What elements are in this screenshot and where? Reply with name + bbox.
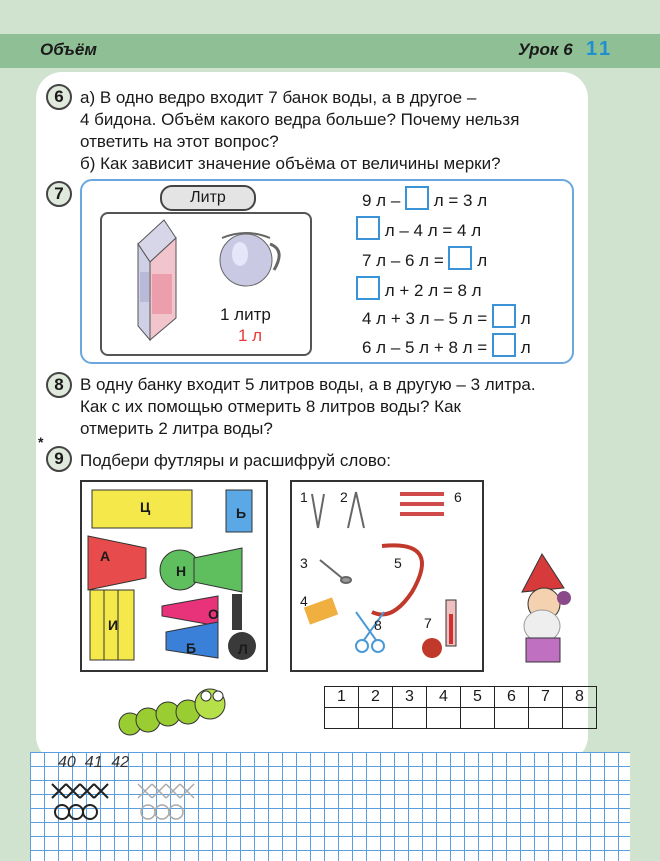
answer-header-cell: 8 xyxy=(563,687,597,708)
piece-letter-o: О xyxy=(208,606,219,622)
tweezers-icon xyxy=(312,494,324,528)
answer-header-cell: 6 xyxy=(495,687,529,708)
milk-carton-and-jug-illustration xyxy=(104,214,304,350)
litre-label: Литр xyxy=(160,185,256,211)
equation-2-post: л – 4 л = 4 л xyxy=(384,221,482,240)
answer-input-cell[interactable] xyxy=(529,708,563,729)
equation-6-pre: 6 л – 5 л + 8 л = xyxy=(362,338,488,357)
tools-drawing xyxy=(292,482,480,668)
answer-box[interactable] xyxy=(448,246,472,270)
jug-icon xyxy=(220,233,279,286)
equation-4-post: л + 2 л = 8 л xyxy=(384,281,482,300)
piece-letter-b: Б xyxy=(186,640,197,656)
item-number-7: 7 xyxy=(424,615,432,631)
pills-icon xyxy=(304,597,338,624)
task-8-line-3: отмерить 2 литра воды? xyxy=(80,419,273,438)
equation-5-post: л xyxy=(520,309,531,328)
caterpillar-illustration xyxy=(118,682,238,746)
task-8-line-2: Как с их помощью отмерить 8 литров воды? Как xyxy=(80,397,461,416)
task-9-star: * xyxy=(38,434,44,450)
answer-input-cell[interactable] xyxy=(359,708,393,729)
item-number-2: 2 xyxy=(340,489,348,505)
piece-letter-l: Л xyxy=(238,641,248,657)
equation-5-pre: 4 л + 3 л – 5 л = xyxy=(362,309,488,328)
answer-header-cell: 4 xyxy=(427,687,461,708)
answer-input-cell[interactable] xyxy=(427,708,461,729)
task-6-line-b: б) Как зависит значение объёма от величины мерки? xyxy=(80,154,501,173)
answer-box[interactable] xyxy=(356,276,380,300)
equation-1-pre: 9 л – xyxy=(362,191,401,210)
item-number-8: 8 xyxy=(374,617,382,633)
answer-header-cell: 2 xyxy=(359,687,393,708)
equation-2 xyxy=(356,216,481,242)
answer-grid xyxy=(324,686,597,729)
syringe-icon xyxy=(400,492,444,516)
item-number-4: 4 xyxy=(300,593,308,609)
piece-letter-soft-sign: Ь xyxy=(236,505,247,521)
answer-header-cell: 7 xyxy=(529,687,563,708)
gnome-illustration xyxy=(502,548,598,672)
task-8-number: 8 xyxy=(46,372,72,398)
equation-3-pre: 7 л – 6 л = xyxy=(362,251,444,270)
item-number-6: 6 xyxy=(454,489,462,505)
spoon-icon xyxy=(320,560,351,583)
task-7-number: 7 xyxy=(46,181,72,207)
copybook-pattern xyxy=(48,778,208,830)
piece-letter-ts: Ц xyxy=(140,499,151,515)
task-6-line-1: а) В одно ведро входит 7 банок воды, а в другое – xyxy=(80,88,477,107)
equation-4 xyxy=(356,276,482,302)
page-number: 11 xyxy=(586,38,614,60)
answer-box[interactable] xyxy=(492,304,516,328)
equation-3-post: л xyxy=(477,251,488,270)
answer-box[interactable] xyxy=(405,186,429,210)
equation-6-post: л xyxy=(520,338,531,357)
task-6-line-3: ответить на этот вопрос? xyxy=(80,132,279,151)
task-8-line-1: В одну банку входит 5 литров воды, а в другую – 3 литра. xyxy=(80,375,536,394)
equation-6 xyxy=(362,333,531,359)
answer-input-cell[interactable] xyxy=(563,708,597,729)
equation-5 xyxy=(362,304,531,330)
copybook-numbers: 40 41 42 xyxy=(58,754,130,771)
one-litre-text: 1 литр xyxy=(220,305,271,324)
item-number-5: 5 xyxy=(394,555,402,571)
task-6-number: 6 xyxy=(46,84,72,110)
lesson-title: Урок 6 xyxy=(518,40,573,59)
answer-header-cell: 5 xyxy=(461,687,495,708)
equation-1 xyxy=(362,186,487,212)
answer-header-cell: 3 xyxy=(393,687,427,708)
piece-letter-a: А xyxy=(100,548,111,564)
piece-letter-i: И xyxy=(108,617,119,633)
answer-box[interactable] xyxy=(356,216,380,240)
piece-letter-n: Н xyxy=(176,563,187,579)
answer-input-cell[interactable] xyxy=(461,708,495,729)
task-6-line-2: 4 бидона. Объём какого ведра больше? Почему нельзя xyxy=(80,110,520,129)
equation-3 xyxy=(362,246,487,272)
equation-1-post: л = 3 л xyxy=(433,191,488,210)
milk-carton-icon xyxy=(138,220,176,340)
item-number-1: 1 xyxy=(300,489,308,505)
answer-input-cell[interactable] xyxy=(495,708,529,729)
task-9-number: 9 xyxy=(46,446,72,472)
compass-icon xyxy=(348,492,364,528)
task-9-text: Подбери футляры и расшифруй слово: xyxy=(80,451,391,470)
answer-input-cell[interactable] xyxy=(393,708,427,729)
one-l-text: 1 л xyxy=(238,326,263,345)
answer-input-cell[interactable] xyxy=(325,708,359,729)
answer-box[interactable] xyxy=(492,333,516,357)
topic-title: Объём xyxy=(40,40,97,59)
answer-header-cell: 1 xyxy=(325,687,359,708)
item-number-3: 3 xyxy=(300,555,308,571)
